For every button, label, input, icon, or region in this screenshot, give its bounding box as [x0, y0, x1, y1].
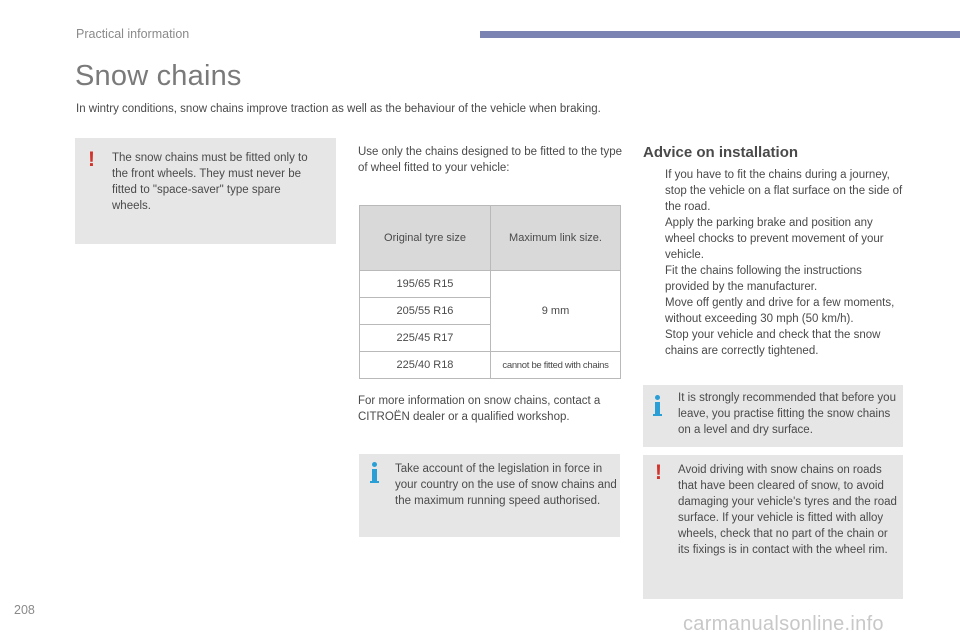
link-size-cell: cannot be fitted with chains [491, 352, 621, 379]
info-icon [654, 395, 664, 417]
tyre-size-cell: 205/55 R16 [360, 298, 491, 325]
link-size-cell: 9 mm [491, 271, 621, 352]
table-header-tyre-size: Original tyre size [360, 206, 491, 271]
list-item: Fit the chains following the instructions provided by the manufacturer. [665, 265, 862, 293]
list-item: Move off gently and drive for a few moments, without exceeding 30 mph (50 km/h). [665, 297, 895, 325]
more-info-paragraph: For more information on snow chains, contact a CITROËN dealer or a qualified workshop. [358, 395, 601, 423]
list-item: If you have to fit the chains during a journey, stop the vehicle on a flat surface on the side of the road. [665, 169, 903, 213]
section-header: Practical information [76, 27, 190, 41]
intro-paragraph: In wintry conditions, snow chains improve traction as well as the behaviour of the vehicle when braking. [76, 103, 601, 115]
table-header-link-size: Maximum link size. [491, 206, 621, 271]
table-row [360, 271, 621, 298]
info-practise-text: It is strongly recommended that before you leave, you practise fitting the snow chains on a level and dry surface. [678, 392, 896, 436]
tyre-size-cell: 225/45 R17 [360, 325, 491, 352]
warning-icon: ! [88, 148, 95, 171]
table-row [360, 352, 621, 379]
page-title: Snow chains [75, 60, 242, 92]
use-only-paragraph: Use only the chains designed to be fitted to the type of wheel fitted to your vehicle: [358, 146, 623, 174]
tyre-size-table [359, 205, 621, 379]
list-item: Stop your vehicle and check that the snow chains are correctly tightened. [665, 329, 881, 357]
tyre-size-cell: 195/65 R15 [360, 271, 491, 298]
info-legislation-text: Take account of the legislation in force in your country on the use of snow chains and the maximum running speed authorised. [395, 463, 617, 507]
warning-front-wheels-text: The snow chains must be fitted only to the front wheels. They must never be fitted to "space-saver" type spare wheels. [112, 152, 308, 212]
advice-title: Advice on installation [643, 144, 799, 161]
list-item: Apply the parking brake and position any wheel chocks to prevent movement of your vehicle. [665, 217, 884, 261]
warning-cleared-roads-text: Avoid driving with snow chains on roads that have been cleared of snow, to avoid damaging your vehicle's tyres and the road surface. If your vehicle is fitted with alloy wheels, check that no part of the chain or its fixings is in contact with the wheel rim. [678, 464, 897, 556]
info-icon [371, 462, 381, 484]
advice-steps-list [643, 167, 905, 359]
header-accent-bar [480, 31, 960, 38]
page-number: 208 [14, 603, 35, 617]
watermark: carmanualsonline.info [683, 613, 884, 635]
warning-icon: ! [655, 461, 662, 484]
tyre-size-cell: 225/40 R18 [360, 352, 491, 379]
